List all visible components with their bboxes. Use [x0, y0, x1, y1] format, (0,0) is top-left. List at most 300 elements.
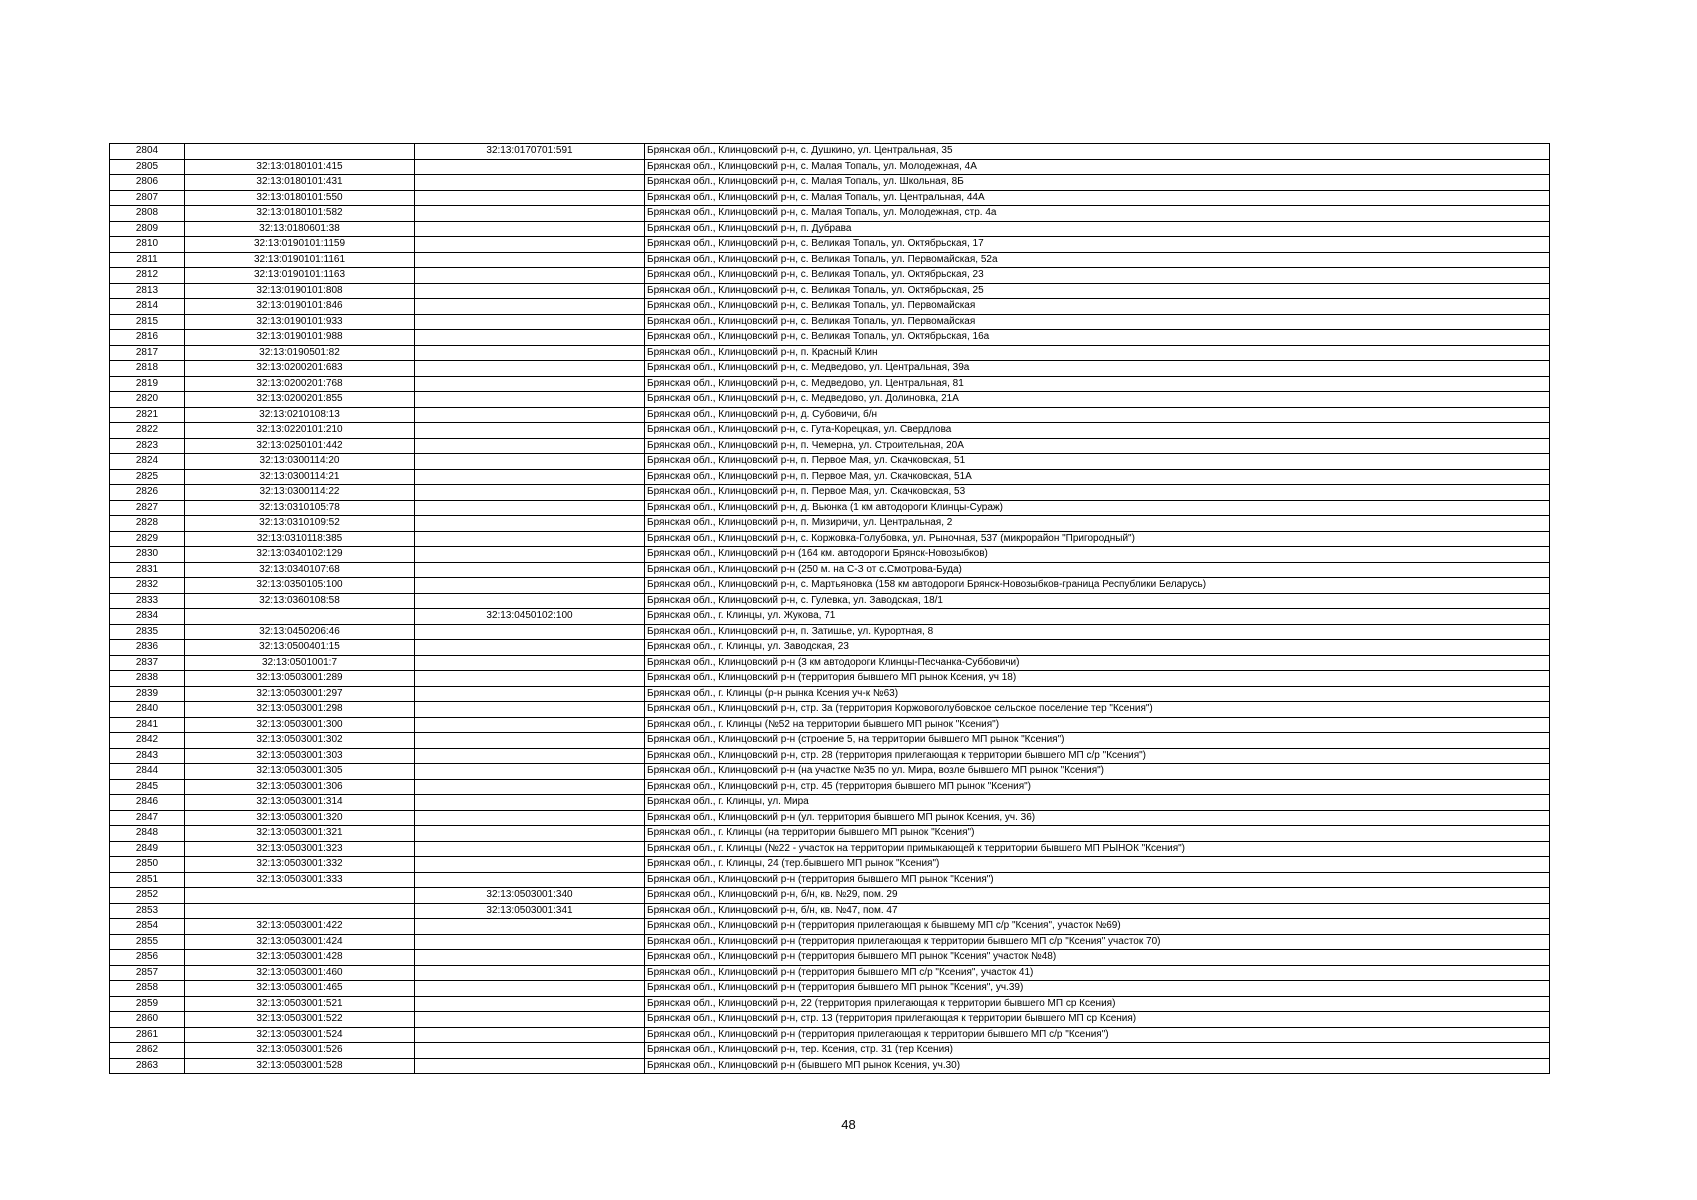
building-cadastral-number-cell — [415, 345, 645, 361]
row-number-cell: 2860 — [110, 1012, 185, 1028]
cadastral-number-cell — [185, 903, 415, 919]
cadastral-number-cell: 32:13:0503001:314 — [185, 795, 415, 811]
row-number-cell: 2804 — [110, 144, 185, 160]
cadastral-number-cell: 32:13:0503001:521 — [185, 996, 415, 1012]
row-number-cell: 2859 — [110, 996, 185, 1012]
address-cell: Брянская обл., Клинцовский р-н, с. Великая Топаль, ул. Октябрьская, 16а — [645, 330, 1550, 346]
cadastral-number-cell: 32:13:0503001:306 — [185, 779, 415, 795]
row-number-cell: 2843 — [110, 748, 185, 764]
cadastral-number-cell — [185, 144, 415, 160]
table-row — [110, 500, 1550, 516]
row-number-cell: 2823 — [110, 438, 185, 454]
table-row — [110, 686, 1550, 702]
building-cadastral-number-cell — [415, 950, 645, 966]
table-row — [110, 485, 1550, 501]
address-cell: Брянская обл., Клинцовский р-н, с. Великая Топаль, ул. Первомайская — [645, 314, 1550, 330]
row-number-cell: 2830 — [110, 547, 185, 563]
building-cadastral-number-cell — [415, 407, 645, 423]
table-row — [110, 624, 1550, 640]
building-cadastral-number-cell — [415, 919, 645, 935]
cadastral-number-cell: 32:13:0503001:305 — [185, 764, 415, 780]
table-row — [110, 1012, 1550, 1028]
table-row — [110, 469, 1550, 485]
table-row — [110, 996, 1550, 1012]
address-cell: Брянская обл., г. Клинцы, ул. Мира — [645, 795, 1550, 811]
cadastral-number-cell: 32:13:0180101:415 — [185, 159, 415, 175]
address-cell: Брянская обл., Клинцовский р-н, с. Малая Топаль, ул. Молодежная, 4А — [645, 159, 1550, 175]
address-cell: Брянская обл., Клинцовский р-н, с. Великая Топаль, ул. Первомайская — [645, 299, 1550, 315]
building-cadastral-number-cell — [415, 1012, 645, 1028]
address-cell: Брянская обл., Клинцовский р-н, п. Затишье, ул. Курортная, 8 — [645, 624, 1550, 640]
cadastral-number-cell: 32:13:0360108:58 — [185, 593, 415, 609]
table-row — [110, 733, 1550, 749]
cadastral-number-cell: 32:13:0503001:303 — [185, 748, 415, 764]
table-row — [110, 283, 1550, 299]
cadastral-number-cell: 32:13:0190101:933 — [185, 314, 415, 330]
cadastral-number-cell: 32:13:0210108:13 — [185, 407, 415, 423]
table-row — [110, 562, 1550, 578]
building-cadastral-number-cell — [415, 748, 645, 764]
cadastral-number-cell: 32:13:0503001:528 — [185, 1058, 415, 1074]
building-cadastral-number-cell — [415, 872, 645, 888]
address-cell: Брянская обл., Клинцовский р-н, п. Дубрава — [645, 221, 1550, 237]
address-cell: Брянская обл., Клинцовский р-н (ул. территория бывшего МП рынок Ксения, уч. 36) — [645, 810, 1550, 826]
row-number-cell: 2845 — [110, 779, 185, 795]
building-cadastral-number-cell — [415, 795, 645, 811]
row-number-cell: 2818 — [110, 361, 185, 377]
row-number-cell: 2817 — [110, 345, 185, 361]
address-cell: Брянская обл., Клинцовский р-н, с. Малая Топаль, ул. Центральная, 44А — [645, 190, 1550, 206]
cadastral-number-cell: 32:13:0503001:460 — [185, 965, 415, 981]
row-number-cell: 2815 — [110, 314, 185, 330]
table-row — [110, 919, 1550, 935]
building-cadastral-number-cell — [415, 965, 645, 981]
building-cadastral-number-cell — [415, 1058, 645, 1074]
building-cadastral-number-cell — [415, 702, 645, 718]
address-cell: Брянская обл., г. Клинцы (р-н рынка Ксения уч-к №63) — [645, 686, 1550, 702]
table-row — [110, 206, 1550, 222]
building-cadastral-number-cell: 32:13:0503001:340 — [415, 888, 645, 904]
building-cadastral-number-cell — [415, 1043, 645, 1059]
address-cell: Брянская обл., Клинцовский р-н, с. Душкино, ул. Центральная, 35 — [645, 144, 1550, 160]
cadastral-number-cell: 32:13:0220101:210 — [185, 423, 415, 439]
cadastral-number-cell: 32:13:0503001:422 — [185, 919, 415, 935]
table-row — [110, 531, 1550, 547]
address-cell: Брянская обл., Клинцовский р-н (250 м. на С-З от с.Смотрова-Буда) — [645, 562, 1550, 578]
cadastral-number-cell: 32:13:0340102:129 — [185, 547, 415, 563]
cadastral-number-cell: 32:13:0501001:7 — [185, 655, 415, 671]
registry-table-body — [110, 144, 1550, 1074]
building-cadastral-number-cell — [415, 175, 645, 191]
address-cell: Брянская обл., Клинцовский р-н, б/н, кв. №47, пом. 47 — [645, 903, 1550, 919]
cadastral-number-cell: 32:13:0300114:20 — [185, 454, 415, 470]
cadastral-number-cell — [185, 609, 415, 625]
address-cell: Брянская обл., Клинцовский р-н, с. Великая Топаль, ул. Первомайская, 52а — [645, 252, 1550, 268]
cadastral-number-cell: 32:13:0503001:428 — [185, 950, 415, 966]
row-number-cell: 2806 — [110, 175, 185, 191]
building-cadastral-number-cell — [415, 841, 645, 857]
address-cell: Брянская обл., Клинцовский р-н (на участке №35 по ул. Мира, возле бывшего МП рынок "Ксения") — [645, 764, 1550, 780]
row-number-cell: 2851 — [110, 872, 185, 888]
table-row — [110, 965, 1550, 981]
address-cell: Брянская обл., Клинцовский р-н, 22 (территория прилегающая к территории бывшего МП ср Ксения) — [645, 996, 1550, 1012]
row-number-cell: 2850 — [110, 857, 185, 873]
row-number-cell: 2809 — [110, 221, 185, 237]
cadastral-number-cell: 32:13:0503001:424 — [185, 934, 415, 950]
building-cadastral-number-cell — [415, 562, 645, 578]
cadastral-number-cell: 32:13:0503001:297 — [185, 686, 415, 702]
address-cell: Брянская обл., Клинцовский р-н, п. Первое Мая, ул. Скачковская, 53 — [645, 485, 1550, 501]
address-cell: Брянская обл., Клинцовский р-н, б/н, кв. №29, пом. 29 — [645, 888, 1550, 904]
address-cell: Брянская обл., Клинцовский р-н, с. Великая Топаль, ул. Октябрьская, 17 — [645, 237, 1550, 253]
address-cell: Брянская обл., Клинцовский р-н, с. Коржовка-Голубовка, ул. Рыночная, 537 (микрорайон "Пригородный") — [645, 531, 1550, 547]
building-cadastral-number-cell — [415, 438, 645, 454]
address-cell: Брянская обл., Клинцовский р-н, д. Вьюнка (1 км автодороги Клинцы-Сураж) — [645, 500, 1550, 516]
address-cell: Брянская обл., Клинцовский р-н, с. Великая Топаль, ул. Октябрьская, 23 — [645, 268, 1550, 284]
row-number-cell: 2853 — [110, 903, 185, 919]
table-row — [110, 407, 1550, 423]
table-row — [110, 1043, 1550, 1059]
address-cell: Брянская обл., Клинцовский р-н (3 км автодороги Клинцы-Песчанка-Суббовичи) — [645, 655, 1550, 671]
table-row — [110, 934, 1550, 950]
row-number-cell: 2833 — [110, 593, 185, 609]
building-cadastral-number-cell — [415, 981, 645, 997]
building-cadastral-number-cell — [415, 206, 645, 222]
cadastral-number-cell: 32:13:0350105:100 — [185, 578, 415, 594]
row-number-cell: 2841 — [110, 717, 185, 733]
row-number-cell: 2842 — [110, 733, 185, 749]
page-number: 48 — [841, 1117, 856, 1132]
cadastral-number-cell: 32:13:0180601:38 — [185, 221, 415, 237]
table-row — [110, 361, 1550, 377]
cadastral-number-cell: 32:13:0310105:78 — [185, 500, 415, 516]
row-number-cell: 2863 — [110, 1058, 185, 1074]
table-row — [110, 702, 1550, 718]
table-row — [110, 950, 1550, 966]
building-cadastral-number-cell — [415, 996, 645, 1012]
address-cell: Брянская обл., Клинцовский р-н, д. Субовичи, б/н — [645, 407, 1550, 423]
cadastral-number-cell: 32:13:0190101:988 — [185, 330, 415, 346]
building-cadastral-number-cell — [415, 578, 645, 594]
cadastral-number-cell: 32:13:0190501:82 — [185, 345, 415, 361]
row-number-cell: 2839 — [110, 686, 185, 702]
cadastral-number-cell: 32:13:0503001:465 — [185, 981, 415, 997]
address-cell: Брянская обл., Клинцовский р-н, с. Медведово, ул. Долиновка, 21А — [645, 392, 1550, 408]
row-number-cell: 2822 — [110, 423, 185, 439]
row-number-cell: 2816 — [110, 330, 185, 346]
cadastral-number-cell: 32:13:0500401:15 — [185, 640, 415, 656]
row-number-cell: 2856 — [110, 950, 185, 966]
cadastral-number-cell: 32:13:0200201:683 — [185, 361, 415, 377]
cadastral-number-cell: 32:13:0180101:431 — [185, 175, 415, 191]
building-cadastral-number-cell — [415, 361, 645, 377]
cadastral-number-cell: 32:13:0190101:1163 — [185, 268, 415, 284]
table-row — [110, 903, 1550, 919]
table-row — [110, 795, 1550, 811]
table-row — [110, 144, 1550, 160]
address-cell: Брянская обл., Клинцовский р-н, п. Чемерна, ул. Строительная, 20А — [645, 438, 1550, 454]
building-cadastral-number-cell: 32:13:0450102:100 — [415, 609, 645, 625]
building-cadastral-number-cell — [415, 857, 645, 873]
building-cadastral-number-cell — [415, 826, 645, 842]
building-cadastral-number-cell — [415, 655, 645, 671]
building-cadastral-number-cell — [415, 330, 645, 346]
building-cadastral-number-cell — [415, 1027, 645, 1043]
cadastral-number-cell: 32:13:0503001:323 — [185, 841, 415, 857]
table-row — [110, 175, 1550, 191]
cadastral-number-cell — [185, 888, 415, 904]
row-number-cell: 2825 — [110, 469, 185, 485]
cadastral-number-cell: 32:13:0180101:582 — [185, 206, 415, 222]
row-number-cell: 2811 — [110, 252, 185, 268]
row-number-cell: 2810 — [110, 237, 185, 253]
address-cell: Брянская обл., Клинцовский р-н, стр. 13 (территория прилегающая к территории бывшего МП ср Ксения) — [645, 1012, 1550, 1028]
cadastral-number-cell: 32:13:0503001:289 — [185, 671, 415, 687]
cadastral-number-cell: 32:13:0180101:550 — [185, 190, 415, 206]
cadastral-number-cell: 32:13:0300114:22 — [185, 485, 415, 501]
address-cell: Брянская обл., г. Клинцы, ул. Жукова, 71 — [645, 609, 1550, 625]
table-row — [110, 345, 1550, 361]
building-cadastral-number-cell — [415, 252, 645, 268]
cadastral-number-cell: 32:13:0503001:320 — [185, 810, 415, 826]
row-number-cell: 2855 — [110, 934, 185, 950]
row-number-cell: 2831 — [110, 562, 185, 578]
table-row — [110, 593, 1550, 609]
row-number-cell: 2829 — [110, 531, 185, 547]
table-row — [110, 438, 1550, 454]
building-cadastral-number-cell — [415, 392, 645, 408]
row-number-cell: 2813 — [110, 283, 185, 299]
cadastral-number-cell: 32:13:0250101:442 — [185, 438, 415, 454]
address-cell: Брянская обл., Клинцовский р-н (территория бывшего МП рынок "Ксения", уч.39) — [645, 981, 1550, 997]
address-cell: Брянская обл., Клинцовский р-н (строение 5, на территории бывшего МП рынок "Ксения") — [645, 733, 1550, 749]
address-cell: Брянская обл., Клинцовский р-н (территория бывшего МП рынок "Ксения") — [645, 872, 1550, 888]
registry-table — [109, 143, 1550, 1074]
row-number-cell: 2861 — [110, 1027, 185, 1043]
cadastral-number-cell: 32:13:0310118:385 — [185, 531, 415, 547]
table-row — [110, 609, 1550, 625]
cadastral-number-cell: 32:13:0300114:21 — [185, 469, 415, 485]
cadastral-number-cell: 32:13:0503001:522 — [185, 1012, 415, 1028]
table-row — [110, 841, 1550, 857]
table-row — [110, 578, 1550, 594]
table-row — [110, 640, 1550, 656]
cadastral-number-cell: 32:13:0190101:808 — [185, 283, 415, 299]
row-number-cell: 2807 — [110, 190, 185, 206]
building-cadastral-number-cell — [415, 485, 645, 501]
row-number-cell: 2808 — [110, 206, 185, 222]
cadastral-number-cell: 32:13:0503001:300 — [185, 717, 415, 733]
building-cadastral-number-cell — [415, 810, 645, 826]
building-cadastral-number-cell — [415, 593, 645, 609]
table-row — [110, 423, 1550, 439]
building-cadastral-number-cell — [415, 299, 645, 315]
table-row — [110, 268, 1550, 284]
row-number-cell: 2849 — [110, 841, 185, 857]
row-number-cell: 2844 — [110, 764, 185, 780]
address-cell: Брянская обл., Клинцовский р-н (территория прилегающая к бывшему МП с/р "Ксения", участок №69) — [645, 919, 1550, 935]
address-cell: Брянская обл., г. Клинцы, 24 (тер.бывшего МП рынок "Ксения") — [645, 857, 1550, 873]
building-cadastral-number-cell — [415, 686, 645, 702]
address-cell: Брянская обл., Клинцовский р-н (территория прилегающая к территории бывшего МП с/р "Ксения" участок 70) — [645, 934, 1550, 950]
table-row — [110, 872, 1550, 888]
table-row — [110, 299, 1550, 315]
address-cell: Брянская обл., г. Клинцы (№22 - участок на территории примыкающей к территории бывшего МП РЫНОК "Ксения") — [645, 841, 1550, 857]
building-cadastral-number-cell — [415, 221, 645, 237]
row-number-cell: 2837 — [110, 655, 185, 671]
row-number-cell: 2805 — [110, 159, 185, 175]
table-row — [110, 717, 1550, 733]
building-cadastral-number-cell — [415, 469, 645, 485]
building-cadastral-number-cell: 32:13:0503001:341 — [415, 903, 645, 919]
cadastral-number-cell: 32:13:0503001:302 — [185, 733, 415, 749]
table-row — [110, 1027, 1550, 1043]
table-row — [110, 764, 1550, 780]
address-cell: Брянская обл., Клинцовский р-н (164 км. автодороги Брянск-Новозыбков) — [645, 547, 1550, 563]
table-row — [110, 826, 1550, 842]
row-number-cell: 2824 — [110, 454, 185, 470]
table-row — [110, 392, 1550, 408]
building-cadastral-number-cell — [415, 376, 645, 392]
building-cadastral-number-cell — [415, 764, 645, 780]
address-cell: Брянская обл., Клинцовский р-н (территория бывшего МП рынок "Ксения" участок №48) — [645, 950, 1550, 966]
row-number-cell: 2862 — [110, 1043, 185, 1059]
building-cadastral-number-cell — [415, 640, 645, 656]
table-row — [110, 981, 1550, 997]
building-cadastral-number-cell — [415, 314, 645, 330]
table-row — [110, 810, 1550, 826]
table-row — [110, 516, 1550, 532]
building-cadastral-number-cell — [415, 531, 645, 547]
address-cell: Брянская обл., Клинцовский р-н (территория бывшего МП рынок Ксения, уч 18) — [645, 671, 1550, 687]
cadastral-number-cell: 32:13:0310109:52 — [185, 516, 415, 532]
cadastral-number-cell: 32:13:0200201:855 — [185, 392, 415, 408]
building-cadastral-number-cell — [415, 268, 645, 284]
address-cell: Брянская обл., Клинцовский р-н, тер. Ксения, стр. 31 (тер Ксения) — [645, 1043, 1550, 1059]
address-cell: Брянская обл., Клинцовский р-н (территория прилегающая к территории бывшего МП с/р "Ксения") — [645, 1027, 1550, 1043]
row-number-cell: 2828 — [110, 516, 185, 532]
row-number-cell: 2814 — [110, 299, 185, 315]
building-cadastral-number-cell: 32:13:0170701:591 — [415, 144, 645, 160]
cadastral-number-cell: 32:13:0503001:524 — [185, 1027, 415, 1043]
row-number-cell: 2840 — [110, 702, 185, 718]
cadastral-number-cell: 32:13:0200201:768 — [185, 376, 415, 392]
row-number-cell: 2821 — [110, 407, 185, 423]
address-cell: Брянская обл., Клинцовский р-н, с. Медведово, ул. Центральная, 81 — [645, 376, 1550, 392]
table-row — [110, 454, 1550, 470]
address-cell: Брянская обл., Клинцовский р-н, стр. 3а (территория Коржовоголубовское сельское поселение тер "Ксения") — [645, 702, 1550, 718]
building-cadastral-number-cell — [415, 547, 645, 563]
table-row — [110, 237, 1550, 253]
row-number-cell: 2826 — [110, 485, 185, 501]
address-cell: Брянская обл., Клинцовский р-н, п. Красный Клин — [645, 345, 1550, 361]
cadastral-number-cell: 32:13:0503001:526 — [185, 1043, 415, 1059]
row-number-cell: 2836 — [110, 640, 185, 656]
address-cell: Брянская обл., Клинцовский р-н, с. Малая Топаль, ул. Молодежная, стр. 4а — [645, 206, 1550, 222]
row-number-cell: 2857 — [110, 965, 185, 981]
building-cadastral-number-cell — [415, 423, 645, 439]
address-cell: Брянская обл., г. Клинцы, ул. Заводская, 23 — [645, 640, 1550, 656]
address-cell: Брянская обл., Клинцовский р-н, п. Первое Мая, ул. Скачковская, 51 — [645, 454, 1550, 470]
address-cell: Брянская обл., Клинцовский р-н, п. Первое Мая, ул. Скачковская, 51А — [645, 469, 1550, 485]
cadastral-number-cell: 32:13:0503001:321 — [185, 826, 415, 842]
building-cadastral-number-cell — [415, 516, 645, 532]
row-number-cell: 2846 — [110, 795, 185, 811]
row-number-cell: 2838 — [110, 671, 185, 687]
row-number-cell: 2834 — [110, 609, 185, 625]
address-cell: Брянская обл., Клинцовский р-н, с. Малая Топаль, ул. Школьная, 8Б — [645, 175, 1550, 191]
table-row — [110, 252, 1550, 268]
row-number-cell: 2832 — [110, 578, 185, 594]
row-number-cell: 2847 — [110, 810, 185, 826]
cadastral-number-cell: 32:13:0190101:846 — [185, 299, 415, 315]
row-number-cell: 2820 — [110, 392, 185, 408]
table-row — [110, 330, 1550, 346]
table-row — [110, 159, 1550, 175]
row-number-cell: 2819 — [110, 376, 185, 392]
table-row — [110, 547, 1550, 563]
table-row — [110, 779, 1550, 795]
table-row — [110, 221, 1550, 237]
row-number-cell: 2848 — [110, 826, 185, 842]
building-cadastral-number-cell — [415, 190, 645, 206]
table-row — [110, 655, 1550, 671]
row-number-cell: 2858 — [110, 981, 185, 997]
table-row — [110, 888, 1550, 904]
table-row — [110, 1058, 1550, 1074]
building-cadastral-number-cell — [415, 779, 645, 795]
building-cadastral-number-cell — [415, 237, 645, 253]
table-row — [110, 314, 1550, 330]
row-number-cell: 2827 — [110, 500, 185, 516]
building-cadastral-number-cell — [415, 500, 645, 516]
row-number-cell: 2835 — [110, 624, 185, 640]
building-cadastral-number-cell — [415, 283, 645, 299]
address-cell: Брянская обл., Клинцовский р-н (территория бывшего МП с/р "Ксения", участок 41) — [645, 965, 1550, 981]
building-cadastral-number-cell — [415, 733, 645, 749]
address-cell: Брянская обл., г. Клинцы (№52 на территории бывшего МП рынок "Ксения") — [645, 717, 1550, 733]
address-cell: Брянская обл., Клинцовский р-н, стр. 45 (территория бывшего МП рынок "Ксения") — [645, 779, 1550, 795]
address-cell: Брянская обл., Клинцовский р-н, стр. 28 (территория прилегающая к территории бывшего МП с/р "Ксения") — [645, 748, 1550, 764]
cadastral-number-cell: 32:13:0190101:1159 — [185, 237, 415, 253]
address-cell: Брянская обл., Клинцовский р-н, с. Мартьяновка (158 км автодороги Брянск-Новозыбков-граница Республики Беларусь) — [645, 578, 1550, 594]
address-cell: Брянская обл., Клинцовский р-н, с. Гута-Корецкая, ул. Свердлова — [645, 423, 1550, 439]
address-cell: Брянская обл., Клинцовский р-н, с. Гулевка, ул. Заводская, 18/1 — [645, 593, 1550, 609]
building-cadastral-number-cell — [415, 454, 645, 470]
table-row — [110, 857, 1550, 873]
building-cadastral-number-cell — [415, 717, 645, 733]
building-cadastral-number-cell — [415, 159, 645, 175]
cadastral-number-cell: 32:13:0503001:298 — [185, 702, 415, 718]
building-cadastral-number-cell — [415, 934, 645, 950]
address-cell: Брянская обл., Клинцовский р-н, с. Медведово, ул. Центральная, 39а — [645, 361, 1550, 377]
address-cell: Брянская обл., Клинцовский р-н (бывшего МП рынок Ксения, уч.30) — [645, 1058, 1550, 1074]
address-cell: Брянская обл., Клинцовский р-н, с. Великая Топаль, ул. Октябрьская, 25 — [645, 283, 1550, 299]
row-number-cell: 2852 — [110, 888, 185, 904]
address-cell: Брянская обл., г. Клинцы (на территории бывшего МП рынок "Ксения") — [645, 826, 1550, 842]
cadastral-number-cell: 32:13:0340107:68 — [185, 562, 415, 578]
building-cadastral-number-cell — [415, 671, 645, 687]
cadastral-number-cell: 32:13:0503001:332 — [185, 857, 415, 873]
row-number-cell: 2812 — [110, 268, 185, 284]
row-number-cell: 2854 — [110, 919, 185, 935]
table-row — [110, 376, 1550, 392]
table-row — [110, 748, 1550, 764]
cadastral-number-cell: 32:13:0450206:46 — [185, 624, 415, 640]
cadastral-number-cell: 32:13:0503001:333 — [185, 872, 415, 888]
building-cadastral-number-cell — [415, 624, 645, 640]
cadastral-number-cell: 32:13:0190101:1161 — [185, 252, 415, 268]
